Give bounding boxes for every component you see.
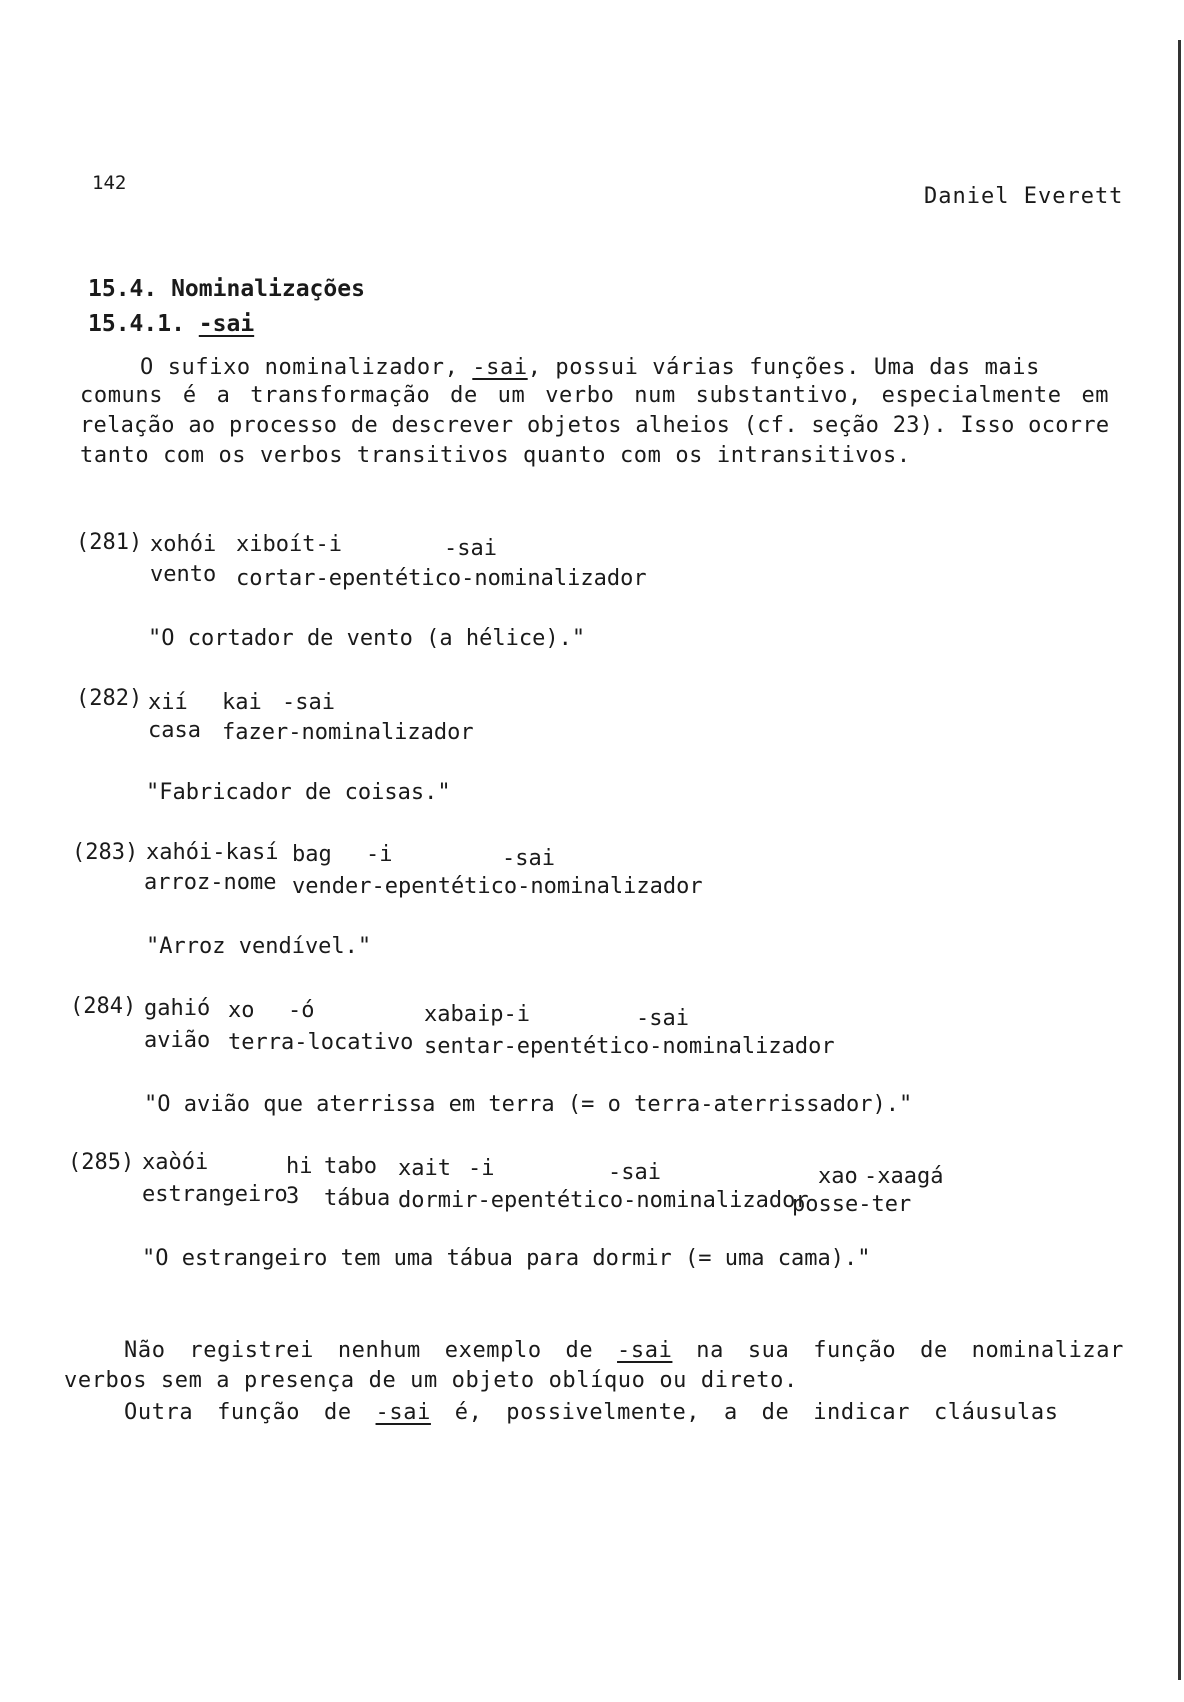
intro-line-3: relação ao processo de descrever objetos alheios (cf. seção 23). Isso ocorre [80, 413, 1110, 438]
closing-line-1 [124, 1338, 1124, 1363]
page-edge-rule [1178, 40, 1181, 1680]
example-word: xaòói [142, 1150, 209, 1175]
example-gloss: avião [144, 1028, 211, 1053]
closing-line-2: verbos sem a presença de um objeto oblíquo ou direto. [64, 1368, 798, 1393]
example-word: xohói [150, 532, 217, 557]
page-number: 142 [92, 172, 127, 194]
running-header-author: Daniel Everett [924, 184, 1124, 209]
example-translation: "O cortador de vento (a hélice)." [148, 626, 586, 651]
closing-text: na sua função de nominalizar [672, 1338, 1124, 1363]
example-gloss: 3 [286, 1184, 300, 1209]
example-number: (284) [70, 994, 137, 1019]
subsection-number: 15.4.1. [88, 311, 199, 337]
example-word: xo [228, 998, 255, 1023]
example-word: -sai [282, 690, 335, 715]
intro-line-2: comuns é a transformação de um verbo num substantivo, especialmente em [80, 383, 1110, 408]
example-gloss: vento [150, 562, 217, 587]
example-gloss: estrangeiro [142, 1182, 288, 1207]
subsection-term: -sai [198, 311, 255, 337]
example-word: -sai [608, 1160, 661, 1185]
intro-line-1 [140, 355, 1040, 380]
closing-text: Outra função de [124, 1400, 376, 1425]
example-gloss: dormir-epentético-nominalizador [398, 1188, 809, 1213]
example-word: -xaagá [864, 1164, 944, 1189]
example-number: (281) [76, 530, 143, 555]
example-translation: "O estrangeiro tem uma tábua para dormir (= uma cama)." [142, 1246, 871, 1271]
example-word: gahió [144, 996, 211, 1021]
suffix-term: -sai [375, 1400, 431, 1425]
suffix-term: -sai [472, 355, 528, 380]
intro-line-4: tanto com os verbos transitivos quanto com os intransitivos. [80, 443, 911, 468]
example-number: (285) [68, 1150, 135, 1175]
example-gloss: vender-epentético-nominalizador [292, 874, 703, 899]
example-word: -sai [502, 846, 555, 871]
example-gloss: sentar-epentético-nominalizador [424, 1034, 835, 1059]
example-number: (283) [72, 840, 139, 865]
example-gloss: arroz-nome [144, 870, 277, 895]
example-word: -sai [636, 1006, 689, 1031]
example-word: -i [366, 842, 393, 867]
example-word: -ó [288, 998, 315, 1023]
example-word: xait [398, 1156, 451, 1181]
example-translation: "Arroz vendível." [146, 934, 372, 959]
example-word: xabaip-i [424, 1002, 530, 1027]
example-translation: "Fabricador de coisas." [146, 780, 451, 805]
example-word: tabo [324, 1154, 377, 1179]
example-gloss: casa [148, 718, 201, 743]
example-word: xií [148, 690, 188, 715]
example-word: hi [286, 1154, 313, 1179]
example-gloss: terra-locativo [228, 1030, 414, 1055]
suffix-term: -sai [617, 1338, 673, 1363]
example-gloss: cortar-epentético-nominalizador [236, 566, 647, 591]
closing-line-3 [124, 1400, 1059, 1425]
example-translation: "O avião que aterrissa em terra (= o terra-aterrissador)." [144, 1092, 913, 1117]
example-word: -i [468, 1156, 495, 1181]
intro-text: O sufixo nominalizador, [140, 355, 473, 380]
example-gloss: fazer-nominalizador [222, 720, 474, 745]
example-word: xiboít-i [236, 532, 342, 557]
example-gloss: posse-ter [792, 1192, 912, 1217]
closing-text: Não registrei nenhum exemplo de [124, 1338, 618, 1363]
subsection-heading [88, 311, 254, 337]
example-number: (282) [76, 686, 143, 711]
example-word: bag [292, 842, 332, 867]
example-word: xahói-kasí [146, 840, 279, 865]
section-heading: 15.4. Nominalizações [88, 276, 365, 302]
example-word: xao [818, 1164, 858, 1189]
example-word: kai [222, 690, 262, 715]
example-word: -sai [444, 536, 497, 561]
closing-text: é, possivelmente, a de indicar cláusulas [430, 1400, 1059, 1425]
intro-text: , possui várias funções. Uma das mais [527, 355, 1040, 380]
example-gloss: tábua [324, 1186, 391, 1211]
